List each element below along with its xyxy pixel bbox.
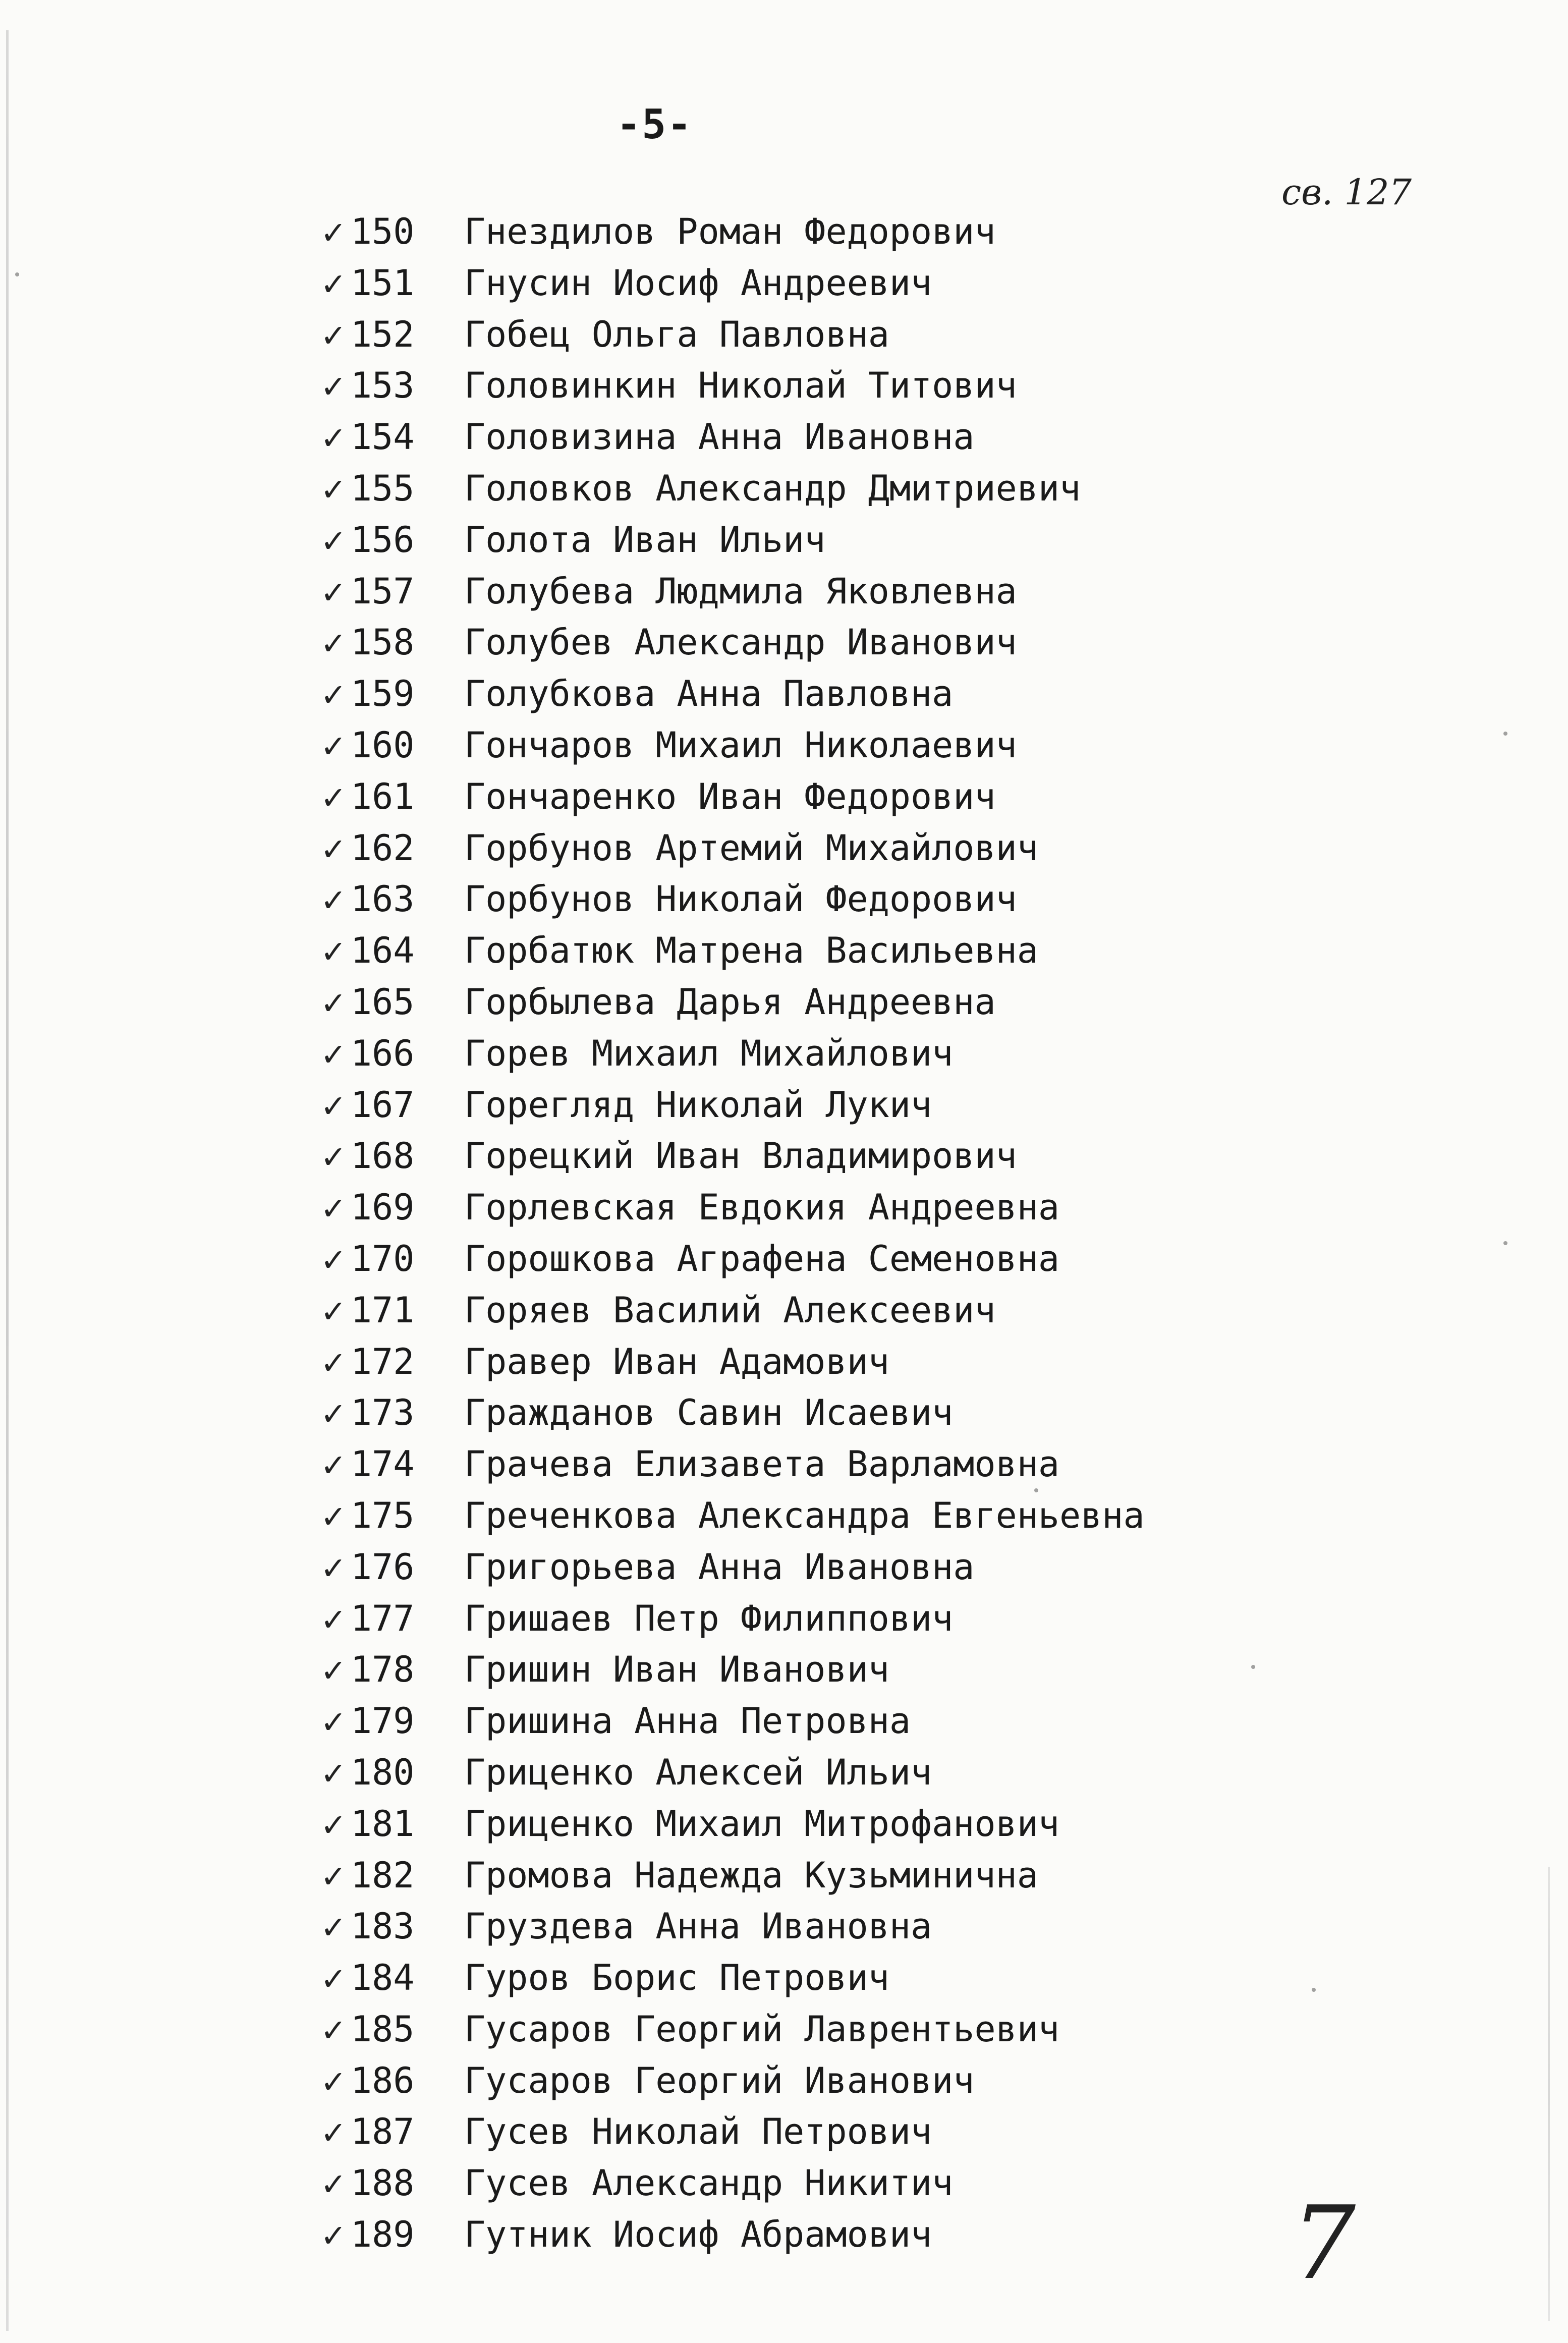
checkmark-icon: ✓: [320, 1961, 347, 1998]
entry-name: Гончаренко Иван Федорович: [464, 775, 996, 817]
list-item: [313, 1290, 1473, 1341]
entry-number: 180: [351, 1751, 415, 1793]
scan-speck: [15, 272, 19, 276]
checkmark-icon: ✓: [320, 1909, 347, 1946]
entry-name: Гравер Иван Адамович: [464, 1341, 889, 1382]
entry-name: Головинкин Николай Титович: [464, 365, 1017, 407]
entry-number: 184: [351, 1957, 415, 1999]
entry-name: Горбылева Дарья Андреевна: [464, 981, 996, 1023]
entry-number: 188: [351, 2162, 415, 2204]
page-edge-line: [6, 30, 9, 2331]
entry-name: Горбунов Николай Федорович: [464, 878, 1017, 920]
entry-number: 153: [351, 365, 415, 407]
entry-name: Греченкова Александра Евгеньевна: [464, 1494, 1145, 1536]
checkmark-icon: ✓: [320, 1139, 347, 1176]
scan-speck: [1503, 732, 1507, 736]
entry-number: 171: [351, 1289, 415, 1331]
entry-number: 163: [351, 878, 415, 920]
scan-speck: [1251, 1665, 1255, 1669]
checkmark-icon: ✓: [320, 1190, 347, 1228]
list-item: [313, 2060, 1473, 2111]
checkmark-icon: ✓: [320, 1549, 347, 1587]
entry-name: Гнусин Иосиф Андреевич: [464, 262, 932, 304]
checkmark-icon: ✓: [320, 1755, 347, 1792]
checkmark-icon: ✓: [320, 882, 347, 919]
checkmark-icon: ✓: [320, 1806, 347, 1844]
checkmark-icon: ✓: [320, 728, 347, 765]
entry-name: Горошкова Аграфена Семеновна: [464, 1238, 1060, 1279]
entry-number: 170: [351, 1238, 415, 1279]
entry-name: Гусев Александр Никитич: [464, 2162, 954, 2204]
checkmark-icon: ✓: [320, 2166, 347, 2203]
entry-number: 159: [351, 673, 415, 715]
entry-number: 168: [351, 1135, 415, 1177]
list-item: [313, 1135, 1473, 1187]
entry-number: 169: [351, 1187, 415, 1229]
checkmark-icon: ✓: [320, 1652, 347, 1690]
entry-name: Горбатюк Матрена Васильевна: [464, 930, 1038, 972]
entry-name: Гобец Ольга Павловна: [464, 313, 889, 355]
list-item: [313, 981, 1473, 1033]
folio-note-handwritten: св. 127: [1281, 172, 1412, 213]
checkmark-icon: ✓: [320, 933, 347, 971]
list-item: [313, 1341, 1473, 1392]
list-item: [313, 2111, 1473, 2162]
list-item: [313, 1033, 1473, 1084]
entry-name: Груздева Анна Ивановна: [464, 1906, 932, 1947]
entry-number: 160: [351, 724, 415, 766]
entry-name: Голубев Александр Иванович: [464, 622, 1017, 663]
checkmark-icon: ✓: [320, 1498, 347, 1535]
list-item: [313, 1957, 1473, 2009]
entry-number: 155: [351, 467, 415, 509]
checkmark-icon: ✓: [320, 830, 347, 868]
entry-name: Гнездилов Роман Федорович: [464, 211, 996, 252]
entry-name: Громова Надежда Кузьминична: [464, 1854, 1038, 1896]
list-item: [313, 776, 1473, 827]
entry-number: 164: [351, 930, 415, 972]
entry-number: 162: [351, 827, 415, 869]
checkmark-icon: ✓: [320, 265, 347, 303]
checkmark-icon: ✓: [320, 1087, 347, 1125]
page-edge-line-right: [1548, 1867, 1550, 2321]
entry-number: 161: [351, 775, 415, 817]
entry-name: Гусаров Георгий Лаврентьевич: [464, 2008, 1060, 2050]
entry-number: 174: [351, 1443, 415, 1485]
scan-speck: [1312, 1988, 1316, 1992]
entry-number: 173: [351, 1392, 415, 1434]
page-number: -5-: [617, 101, 693, 148]
entry-name: Гражданов Савин Исаевич: [464, 1392, 954, 1434]
checkmark-icon: ✓: [320, 317, 347, 354]
list-item: [313, 1546, 1473, 1598]
entry-number: 156: [351, 519, 415, 561]
entry-name: Голубкова Анна Павловна: [464, 673, 954, 715]
folio-number-handwritten: 7: [1292, 2185, 1356, 2302]
entry-number: 172: [351, 1341, 415, 1382]
checkmark-icon: ✓: [320, 574, 347, 611]
checkmark-icon: ✓: [320, 1036, 347, 1073]
list-item: [313, 211, 1473, 262]
entry-name: Гришин Иван Иванович: [464, 1649, 889, 1691]
entry-number: 179: [351, 1700, 415, 1742]
entry-number: 183: [351, 1906, 415, 1947]
list-item: [313, 1649, 1473, 1700]
scan-speck: [1034, 1488, 1038, 1492]
checkmark-icon: ✓: [320, 984, 347, 1022]
list-item: [313, 262, 1473, 314]
entry-number: 178: [351, 1649, 415, 1691]
checkmark-icon: ✓: [320, 1858, 347, 1895]
entry-number: 187: [351, 2111, 415, 2153]
list-item: [313, 416, 1473, 468]
checkmark-icon: ✓: [320, 522, 347, 560]
scan-speck: [1503, 1241, 1507, 1245]
entry-number: 166: [351, 1032, 415, 1074]
list-item: [313, 2009, 1473, 2060]
checkmark-icon: ✓: [320, 779, 347, 816]
entry-number: 189: [351, 2214, 415, 2256]
list-item: [313, 622, 1473, 673]
list-item: [313, 1700, 1473, 1752]
entry-number: 152: [351, 313, 415, 355]
entry-number: 165: [351, 981, 415, 1023]
entry-name: Головизина Анна Ивановна: [464, 416, 975, 458]
list-item: [313, 827, 1473, 879]
entry-number: 158: [351, 622, 415, 663]
list-item: [313, 1598, 1473, 1649]
list-item: [313, 1187, 1473, 1238]
list-item: [313, 1084, 1473, 1136]
entry-name: Горев Михаил Михайлович: [464, 1032, 954, 1074]
checkmark-icon: ✓: [320, 2114, 347, 2152]
entry-name: Гончаров Михаил Николаевич: [464, 724, 1017, 766]
entry-name: Гришина Анна Петровна: [464, 1700, 911, 1742]
list-item: [313, 519, 1473, 571]
list-item: [313, 2162, 1473, 2214]
checkmark-icon: ✓: [320, 420, 347, 457]
checkmark-icon: ✓: [320, 677, 347, 714]
list-item: [313, 2214, 1473, 2265]
list-item: [313, 673, 1473, 724]
checkmark-icon: ✓: [320, 1447, 347, 1484]
list-item: [313, 314, 1473, 365]
entry-name: Гуров Борис Петрович: [464, 1957, 889, 1999]
checkmark-icon: ✓: [320, 2217, 347, 2255]
checkmark-icon: ✓: [320, 1704, 347, 1741]
entry-name: Головков Александр Дмитриевич: [464, 467, 1081, 509]
entry-name: Гриценко Алексей Ильич: [464, 1751, 932, 1793]
entry-name: Голубева Людмила Яковлевна: [464, 570, 1017, 612]
checkmark-icon: ✓: [320, 1396, 347, 1433]
entry-name: Горегляд Николай Лукич: [464, 1084, 932, 1126]
name-list: [313, 211, 1473, 2265]
checkmark-icon: ✓: [320, 214, 347, 251]
entry-number: 176: [351, 1546, 415, 1588]
entry-number: 151: [351, 262, 415, 304]
checkmark-icon: ✓: [320, 2012, 347, 2049]
list-item: [313, 1392, 1473, 1443]
entry-name: Горецкий Иван Владимирович: [464, 1135, 1017, 1177]
list-item: [313, 724, 1473, 776]
entry-number: 150: [351, 211, 415, 252]
list-item: [313, 365, 1473, 416]
entry-name: Горбунов Артемий Михайлович: [464, 827, 1038, 869]
entry-name: Грачева Елизавета Варламовна: [464, 1443, 1060, 1485]
entry-number: 177: [351, 1597, 415, 1639]
entry-name: Гусев Николай Петрович: [464, 2111, 932, 2153]
entry-number: 157: [351, 570, 415, 612]
entry-number: 182: [351, 1854, 415, 1896]
entry-name: Гусаров Георгий Иванович: [464, 2059, 975, 2101]
list-item: [313, 468, 1473, 519]
entry-number: 154: [351, 416, 415, 458]
list-item: [313, 1906, 1473, 1957]
entry-number: 185: [351, 2008, 415, 2050]
list-item: [313, 1443, 1473, 1495]
checkmark-icon: ✓: [320, 625, 347, 662]
list-item: [313, 930, 1473, 981]
entry-name: Гутник Иосиф Абрамович: [464, 2214, 932, 2256]
entry-name: Гриценко Михаил Митрофанович: [464, 1803, 1060, 1845]
entry-number: 186: [351, 2059, 415, 2101]
entry-name: Гришаев Петр Филиппович: [464, 1597, 954, 1639]
list-item: [313, 1238, 1473, 1290]
list-item: [313, 1495, 1473, 1546]
list-item: [313, 1752, 1473, 1803]
entry-number: 175: [351, 1494, 415, 1536]
list-item: [313, 1855, 1473, 1906]
list-item: [313, 571, 1473, 622]
checkmark-icon: ✓: [320, 1241, 347, 1278]
entry-name: Григорьева Анна Ивановна: [464, 1546, 975, 1588]
list-item: [313, 1803, 1473, 1855]
checkmark-icon: ✓: [320, 471, 347, 508]
entry-name: Горяев Василий Алексеевич: [464, 1289, 996, 1331]
checkmark-icon: ✓: [320, 1601, 347, 1638]
entry-name: Горлевская Евдокия Андреевна: [464, 1187, 1060, 1229]
entry-name: Голота Иван Ильич: [464, 519, 826, 561]
entry-number: 167: [351, 1084, 415, 1126]
entry-number: 181: [351, 1803, 415, 1845]
checkmark-icon: ✓: [320, 368, 347, 406]
checkmark-icon: ✓: [320, 1344, 347, 1381]
checkmark-icon: ✓: [320, 1293, 347, 1330]
list-item: [313, 878, 1473, 930]
checkmark-icon: ✓: [320, 2063, 347, 2100]
